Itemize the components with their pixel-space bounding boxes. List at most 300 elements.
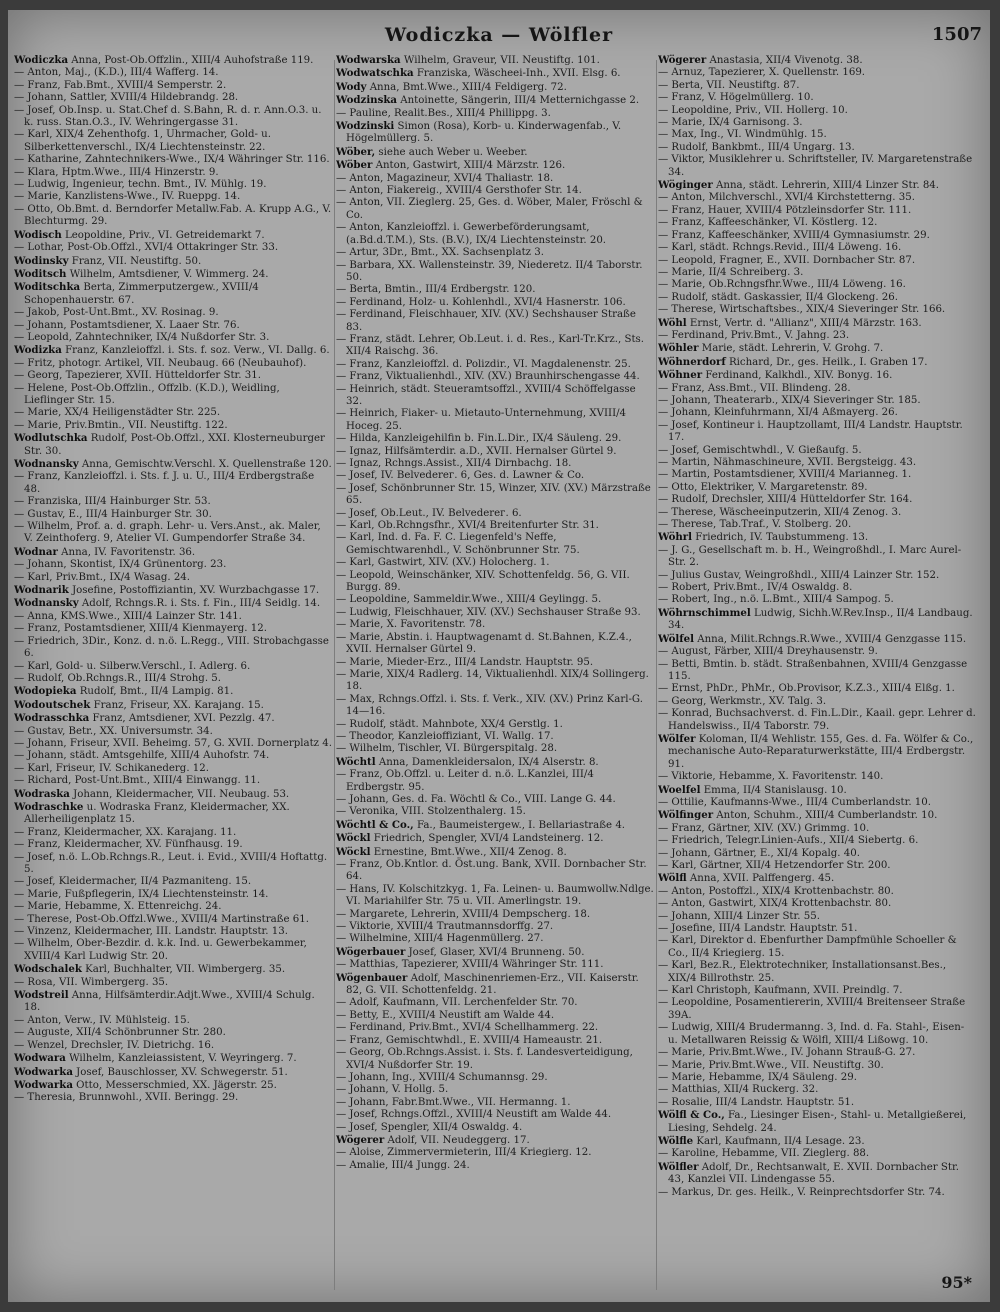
directory-entry <box>14 801 332 827</box>
directory-entry <box>14 1052 332 1065</box>
directory-entry <box>14 432 332 458</box>
entry-text: — Josef, Gemischtwhdl., V. Gießaufg. 5. <box>658 444 862 456</box>
entry-text: — Franziska, III/4 Hainburger Str. 53. <box>14 496 211 508</box>
entry-text: — Josefine, III/4 Landstr. Hauptstr. 51. <box>658 923 858 935</box>
entry-text: — Leopoldine, Posamentiererin, XVIII/4 Breitenseer Straße 39A. <box>658 997 966 1021</box>
entry-text: Anton, Schuhm., XIII/4 Cumberlandstr. 10. <box>713 810 938 822</box>
entry-text: — Friedrich, Telegr.Linien-Aufs., XII/4 Siebertg. 6. <box>658 835 919 847</box>
directory-entry <box>14 509 332 521</box>
entry-text: u. Wodraska Franz, Kleidermacher, XX. Allerheiligenplatz 15. <box>24 801 290 826</box>
entry-text: — Arnuz, Tapezierer, X. Quellenstr. 169. <box>658 67 866 79</box>
entry-text: — Berta, Bmtin., III/4 Erdbergstr. 120. <box>336 284 536 296</box>
entry-text: — Therese, Post-Ob.Offzl.Wwe., XVIII/4 Martinstraße 61. <box>14 913 309 925</box>
entry-text: — Rudolf, städt. Mahnbote, XX/4 Gerstlg. 1. <box>336 718 563 730</box>
entry-text: — Marie, XX/4 Heiligenstädter Str. 225. <box>14 407 221 419</box>
directory-entry <box>658 230 976 242</box>
entry-text: Marie, städt. Lehrerin, V. Grohg. 7. <box>698 343 884 355</box>
directory-entry <box>14 167 332 179</box>
directory-entry <box>336 81 654 94</box>
directory-entry <box>336 408 654 433</box>
entry-text: — Johann, Skontist, IX/4 Grünentorg. 23. <box>14 559 227 571</box>
directory-entry <box>14 154 332 166</box>
directory-entry <box>336 297 654 309</box>
signature-mark: 95* <box>941 1273 972 1292</box>
directory-entry <box>14 763 332 775</box>
directory-entry <box>658 54 976 67</box>
entry-text: Anna, städt. Lehrerin, XIII/4 Linzer Str. 84. <box>712 180 940 192</box>
entry-surname: Woelfel <box>658 783 701 796</box>
entry-text: — Hilda, Kanzleigehilfin b. Fin.L.Dir., IX/4 Säuleng. 29. <box>336 433 622 445</box>
directory-entry <box>658 369 976 382</box>
entry-text: — Otto, Elektriker, V. Margaretenstr. 89. <box>658 481 868 493</box>
directory-entry <box>14 839 332 851</box>
directory-entry <box>14 1066 332 1079</box>
entry-text: siehe auch Weber u. Weeber. <box>375 146 528 158</box>
entry-text: — Ernst, PhDr., PhMr., Ob.Provisor, K.Z.3., XIII/4 Elßg. 1. <box>658 683 955 695</box>
entry-text: — Viktor, Musiklehrer u. Schriftsteller, IV. Margaretenstraße 34. <box>658 154 973 178</box>
directory-entry <box>658 457 976 469</box>
directory-entry <box>336 594 654 606</box>
entry-text: — Leopold, Fragner, E., XVII. Dornbacher Str. 87. <box>658 254 916 266</box>
entry-text: Adolf, Rchngs.R. i. Sts. f. Fin., III/4 Seidlg. 14. <box>78 598 321 610</box>
directory-entry <box>658 570 976 582</box>
directory-entry <box>658 708 976 733</box>
entry-text: — Jakob, Post-Unt.Bmt., XV. Rosinag. 9. <box>14 307 219 319</box>
entry-text: Wilhelm, Kanzleiassistent, V. Weyringerg. 7. <box>65 1053 297 1065</box>
entry-text: — Fritz, photogr. Artikel, VII. Neubaug. 66 (Neubauhof). <box>14 357 307 369</box>
entry-text: — Veronika, VIII. Stolzenthalerg. 15. <box>336 806 526 818</box>
directory-entry <box>658 217 976 229</box>
entry-surname: Wöhrnschimmel <box>658 606 751 619</box>
entry-text: — Barbara, XX. Wallensteinstr. 39, Niederetz. II/4 Taborstr. 50. <box>336 259 643 283</box>
entry-text: Fa., Baumeistergew., I. Bellariastraße 4. <box>413 819 626 831</box>
directory-entry <box>14 458 332 471</box>
directory-entry <box>658 1047 976 1059</box>
entry-text: Wilhelm, Amtsdiener, V. Wimmerg. 24. <box>66 268 269 280</box>
directory-entry <box>658 886 976 898</box>
directory-entry <box>14 268 332 281</box>
entry-text: — Franz, Viktualienhdl., XIV. (XV.) Braunhirschengasse 44. <box>336 371 640 383</box>
directory-entry <box>14 471 332 496</box>
entry-text: — Rudolf, städt. Gaskassier, II/4 Glockeng. 26. <box>658 291 898 303</box>
entry-text: — Rosalie, III/4 Landstr. Hauptstr. 51. <box>658 1096 855 1108</box>
directory-entry <box>14 938 332 963</box>
entry-text: — Gustav, E., III/4 Hainburger Str. 30. <box>14 508 212 520</box>
directory-entry <box>14 661 332 673</box>
entry-surname: Wodwara <box>14 1052 66 1065</box>
entry-text: — Heinrich, städt. Steueramtsoffzl., XVIII/4 Schöffelgasse 32. <box>336 383 636 407</box>
directory-entry <box>336 260 654 285</box>
directory-entry <box>658 911 976 923</box>
directory-entry <box>658 683 976 695</box>
entry-text: Simon (Rosa), Korb- u. Kinderwagenfab., V. Högelmüllerg. 5. <box>346 121 622 145</box>
entry-text: Josef, Bauschlosser, XV. Schwegerstr. 51. <box>72 1066 288 1078</box>
entry-surname: Wodnansky <box>14 458 79 470</box>
page-header <box>8 24 990 54</box>
directory-entry <box>658 1109 976 1135</box>
entry-surname: Wodnarik <box>14 584 69 597</box>
entry-text: Berta, Zimmerputzergew., XVIII/4 Schopenhauerstr. 67. <box>24 282 259 306</box>
directory-entry <box>14 179 332 191</box>
entry-text: — Josef, Kleidermacher, II/4 Pazmaniteng. 15. <box>14 876 252 888</box>
directory-entry <box>336 309 654 334</box>
directory-entry <box>14 623 332 635</box>
directory-entry <box>14 281 332 307</box>
entry-text: — Therese, Wirtschaftsbes., XIX/4 Sieveringer Str. 166. <box>658 304 946 316</box>
entry-surname: Wodzinska <box>336 94 397 107</box>
directory-entry <box>658 696 976 708</box>
entry-surname: Wölfl <box>658 872 687 885</box>
entry-surname: Wögerer <box>658 54 707 66</box>
directory-entry <box>14 255 332 268</box>
entry-text: — Josef, Spengler, XII/4 Oswaldg. 4. <box>336 1121 523 1133</box>
directory-entry <box>658 92 976 104</box>
entry-surname: Wodwarska <box>336 54 401 66</box>
entry-surname: Wodwarka <box>14 1078 73 1091</box>
directory-entry <box>336 557 654 569</box>
entry-surname: Wöhner <box>658 369 703 382</box>
directory-entry <box>336 846 654 859</box>
directory-entry <box>336 719 654 731</box>
entry-text: — Margarete, Lehrerin, XVIII/4 Dempscherg. 18. <box>336 908 591 920</box>
directory-entry <box>336 946 654 959</box>
entry-text: — Leopoldine, Sammeldir.Wwe., XIII/4 Geylingg. 5. <box>336 594 602 606</box>
entry-text: — Max, Ing., VI. Windmühlg. 15. <box>658 129 827 141</box>
entry-text: — Josef, Ob.Leut., IV. Belvederег. 6. <box>336 507 522 519</box>
directory-entry <box>658 1084 976 1096</box>
entry-text: Anna, IV. Favoritenstr. 36. <box>57 546 196 558</box>
directory-entry <box>658 105 976 117</box>
directory-entry <box>14 242 332 254</box>
entry-text: — Karl Christoph, Kaufmann, XVII. Preindlg. 7. <box>658 985 903 997</box>
directory-entry <box>336 657 654 669</box>
directory-entry <box>14 852 332 877</box>
entry-surname: Wöckl <box>336 845 371 858</box>
entry-surname: Wölfinger <box>658 809 714 822</box>
directory-entry <box>336 284 654 296</box>
entry-text: — Ignaz, Rchngs.Assist., XII/4 Dirnbachg. 18. <box>336 458 572 469</box>
directory-entry <box>658 317 976 330</box>
directory-entry <box>658 154 976 179</box>
directory-entry <box>658 383 976 395</box>
entry-text: — Ludwig, XIII/4 Brudermanng. 3, Ind. d. Fa. Stahl-, Eisen- u. Metallwaren Reissig & Wölfl, XIII/4 Lißowg. 10. <box>658 1022 965 1046</box>
entry-text: — Rudolf, Bankbmt., III/4 Ungarg. 13. <box>658 141 855 153</box>
entry-text: — Marie, Abstin. i. Hauptwagenamt d. St.Bahnen, K.Z.4., XVII. Hernalser Gürtel 9. <box>336 631 632 656</box>
entry-surname: Wölfer <box>658 732 696 745</box>
entry-text: — Anton, Fiakereig., XVIII/4 Gersthofer Str. 14. <box>336 185 582 197</box>
columns <box>14 54 984 1294</box>
entry-text: — Berta, VII. Neustiftg. 87. <box>658 79 800 91</box>
entry-text: — Ludwig, Fleischhauer, XIV. (XV.) Sechshauser Straße 93. <box>336 606 641 618</box>
directory-entry <box>336 1147 654 1159</box>
entry-surname: Wöckl <box>336 832 371 845</box>
directory-entry <box>14 559 332 571</box>
entry-text: — Marie, Hebamme, X. Ettenreichg. 24. <box>14 901 222 913</box>
entry-text: Koloman, II/4 Wehlistr. 155, Ges. d. Fa. Wölfer & Co., mechanische Auto-Reparaturwerkstätte, III/4 Erdbergstr. 91. <box>668 733 974 770</box>
entry-text: — Ferdinand, Priv.Bmt., V. Jahng. 23. <box>658 329 850 341</box>
entry-surname: Woditsch <box>14 267 67 280</box>
directory-entry <box>336 520 654 532</box>
entry-text: — Martin, Postamtsdiener, XVIII/4 Marianneg. 1. <box>658 469 912 481</box>
entry-text: — Franz, Hauer, XVIII/4 Pötzleinsdorfer Str. 111. <box>658 204 912 216</box>
entry-text: — Vinzenz, Kleidermacher, III. Landstr. Hauptstr. 13. <box>14 926 288 938</box>
directory-entry <box>658 255 976 267</box>
entry-text: Anna, Gemischtw.Verschl. X. Quellenstraße 120. <box>78 459 332 470</box>
directory-entry <box>658 420 976 445</box>
directory-entry <box>336 794 654 806</box>
entry-text: Josef, Glaser, XVI/4 Brunneng. 50. <box>405 946 585 958</box>
entry-surname: Wodnar <box>14 545 58 558</box>
entry-text: — Amalie, III/4 Jungg. 24. <box>336 1159 470 1171</box>
entry-text: Anastasia, XII/4 Vivenotg. 38. <box>706 55 863 66</box>
entry-surname: Wodnansky <box>14 597 79 610</box>
entry-text: — Anton, Milchverschl., XVI/4 Kirchstetterng. 35. <box>658 192 915 204</box>
directory-entry <box>336 470 654 482</box>
directory-entry <box>14 546 332 559</box>
directory-entry <box>14 1040 332 1052</box>
entry-text: — Karl, Gold- u. Silberw.Verschl., I. Adlerg. 6. <box>14 660 251 672</box>
directory-entry <box>658 142 976 154</box>
entry-text: Franz, VII. Neustiftg. 50. <box>68 255 202 267</box>
directory-entry <box>336 173 654 185</box>
directory-entry <box>336 1097 654 1109</box>
directory-entry <box>658 923 976 935</box>
entry-text: — August, Färber, XIII/4 Dreyhausenstr. 9. <box>658 646 878 658</box>
entry-text: — Marie, IX/4 Garnisong. 3. <box>658 117 803 129</box>
entry-text: Friedrich, Spengler, XVI/4 Landsteinerg. 12. <box>370 833 604 845</box>
directory-entry <box>336 1035 654 1047</box>
directory-entry <box>14 726 332 738</box>
directory-entry <box>336 909 654 921</box>
entry-text: — Marie, XIX/4 Radlerg. 14, Viktualienhdl. XIX/4 Sollingerg. 18. <box>336 668 649 693</box>
entry-surname: Wöhnerdorf <box>658 355 726 368</box>
entry-text: — Josef, IV. Belvederег. 6, Ges. d. Lawner & Co. <box>336 470 585 482</box>
entry-text: — Leopoldine, Priv., VII. Hollerg. 10. <box>658 104 848 116</box>
directory-entry <box>14 105 332 130</box>
directory-entry <box>14 901 332 913</box>
entry-text: — Pauline, Realit.Bes., XIII/4 Phillippg. 3. <box>336 107 551 119</box>
entry-text: — Gustav, Betr., XX. Universumstr. 34. <box>14 725 213 737</box>
directory-entry <box>14 54 332 67</box>
entry-text: — Artur, 3Dr., Bmt., XX. Sachsenplatz 3. <box>336 247 544 259</box>
entry-text: — Ignaz, Hilfsämterdir. a.D., XVII. Hernalser Gürtel 9. <box>336 445 617 457</box>
entry-surname: Wöhrl <box>658 531 693 544</box>
entry-text: — Ferdinand, Fleischhauer, XIV. (XV.) Sechshauser Straße 83. <box>336 309 636 333</box>
directory-entry <box>658 531 976 544</box>
entry-surname: Wöchtl <box>336 755 376 768</box>
entry-surname: Wodinsky <box>14 254 69 267</box>
entry-text: — Therese, Wäscheeinputzerin, XII/4 Zenog. 3. <box>658 506 902 518</box>
entry-surname: Wodizka <box>14 344 62 357</box>
directory-entry <box>336 1134 654 1147</box>
entry-text: — Josef, Kontineur i. Hauptzollamt, III/4 Landstr. Hauptstr. 17. <box>658 419 963 444</box>
directory-entry <box>658 1135 976 1148</box>
entry-surname: Wögenbauer <box>336 971 408 984</box>
directory-entry <box>658 1148 976 1160</box>
entry-surname: Wodraska <box>14 787 70 800</box>
directory-entry <box>658 1161 976 1187</box>
entry-text: — Franz, Postamtsdiener, XIII/4 Kienmayerg. 12. <box>14 623 267 635</box>
entry-text: — Johann, Fabr.Bmt.Wwe., VII. Hermanng. 1. <box>336 1096 571 1108</box>
entry-text: — Otto, Ob.Bmt. d. Berndorfer Metallw.Fab. A. Krupp A.G., V. Blechturmg. 29. <box>14 203 332 228</box>
entry-text: — Marie, Ob.Rchngsfhr.Wwe., III/4 Löweng. 16. <box>658 279 906 291</box>
entry-surname: Wodschalek <box>14 963 82 976</box>
entry-surname: Wodwarka <box>14 1065 73 1078</box>
directory-entry <box>658 395 976 407</box>
entry-text: — Viktorie, Hebamme, X. Favoritenstr. 140. <box>658 771 884 783</box>
entry-text: — Marie, X. Favoritenstr. 78. <box>336 619 486 631</box>
column-left <box>14 54 332 1294</box>
directory-entry <box>14 496 332 508</box>
directory-entry <box>658 860 976 872</box>
entry-text: — Marie, Mieder-Erz., III/4 Landstr. Hauptstr. 95. <box>336 656 594 668</box>
directory-entry <box>336 108 654 120</box>
entry-text: — Matthias, XII/4 Ruckerg. 32. <box>658 1084 819 1096</box>
directory-entry <box>336 997 654 1009</box>
directory-entry <box>14 80 332 92</box>
directory-entry <box>336 859 654 884</box>
entry-surname: Wöginger <box>658 179 713 192</box>
entry-text: — Marie, II/4 Schreiberg. 3. <box>658 266 804 278</box>
entry-text: — Theodor, Kanzleioffiziant, VI. Wallg. 17. <box>336 730 554 742</box>
directory-entry <box>14 989 332 1015</box>
directory-entry <box>14 788 332 801</box>
entry-text: — Martin, Nähmaschineure, XVII. Bergsteigg. 43. <box>658 457 917 468</box>
directory-entry <box>336 1072 654 1084</box>
entry-text: — Rudolf, Drechsler, XIII/4 Hütteldorfer Str. 164. <box>658 494 913 506</box>
directory-entry <box>14 407 332 419</box>
directory-entry <box>336 446 654 458</box>
entry-text: — Auguste, XII/4 Schönbrunner Str. 280. <box>14 1027 226 1039</box>
directory-entry <box>336 334 654 359</box>
entry-text: — Katharine, Zahntechnikers-Wwe., IX/4 Währinger Str. 116. <box>14 154 330 166</box>
directory-entry <box>336 832 654 845</box>
column-middle <box>336 54 654 1294</box>
directory-entry <box>658 771 976 783</box>
entry-text: — Therese, Tab.Traf., V. Stolberg. 20. <box>658 519 852 531</box>
directory-entry <box>336 1047 654 1072</box>
directory-entry <box>658 582 976 594</box>
directory-entry <box>336 146 654 159</box>
directory-entry <box>14 1079 332 1092</box>
entry-text: — Robert, Priv.Bmt., IV/4 Oswaldg. 8. <box>658 582 853 594</box>
entry-text: — Anton, Magazineur, XVI/4 Thaliastr. 18. <box>336 172 554 184</box>
entry-surname: Wodisch <box>14 228 62 241</box>
directory-entry <box>658 594 976 606</box>
directory-entry <box>658 646 976 658</box>
directory-entry <box>336 359 654 371</box>
entry-text: — Hans, IV. Kolschitzkyg. 1, Fa. Leinen- u. Baumwollw.Ndlge. VI. Mariahilfer Str. 75 u. VII. Amerlingstr. 19. <box>336 883 654 908</box>
entry-text: — Friedrich, 3Dir., Konz. d. n.ö. L.Regg., VIII. Strobachgasse 6. <box>14 635 329 660</box>
entry-text: Fa., Liesinger Eisen-, Stahl- u. Metallgießerei, Liesing, Sehdelg. 24. <box>668 1110 967 1134</box>
entry-text: Anna, XVII. Palffengerg. 45. <box>686 873 835 885</box>
directory-entry <box>658 997 976 1022</box>
entry-text: — Josef, Rchngs.Offzl., XVIII/4 Neustift am Walde 44. <box>336 1109 612 1121</box>
entry-text: — Johann, Sattler, XVIII/4 Hildebrandg. 28. <box>14 92 239 104</box>
directory-entry <box>336 619 654 631</box>
directory-entry <box>336 483 654 508</box>
directory-entry <box>658 292 976 304</box>
directory-entry <box>336 247 654 259</box>
directory-entry <box>14 383 332 408</box>
entry-text: — Theresia, Brunnwohl., XVII. Beringg. 29. <box>14 1092 239 1104</box>
entry-surname: Wögerbauer <box>336 945 406 958</box>
entry-text: Franziska, Wäscheei-Inh., XVII. Elsg. 6. <box>413 68 621 80</box>
entry-text: Karl, Kaufmann, II/4 Lesage. 23. <box>693 1135 865 1147</box>
directory-entry <box>14 584 332 597</box>
entry-text: — Marie, Priv.Bmtin., VII. Neustiftg. 122. <box>14 419 228 431</box>
entry-text: — Johann, V. Hollg. 5. <box>336 1084 449 1096</box>
entry-text: — Johann, Postamtsdiener, X. Laaer Str. 76. <box>14 319 240 331</box>
directory-entry <box>658 935 976 960</box>
entry-text: — Konrad, Buchsachverst. d. Fin.L.Dir., Kaail. gepr. Lehrer d. Handelswiss., II/4 Taborstr. 79. <box>658 708 976 732</box>
directory-entry <box>14 572 332 584</box>
entry-text: — Marie, Hebamme, IX/4 Säuleng. 29. <box>658 1071 857 1083</box>
directory-entry <box>658 279 976 291</box>
directory-entry <box>14 67 332 79</box>
entry-text: — Karl, Ind. d. Fa. F. C. Liegenfeld's Neffe, Gemischtwarenhdl., V. Schönbrunner Str. 75. <box>336 532 580 556</box>
directory-entry <box>14 673 332 685</box>
entry-text: Anton, Gastwirt, XIII/4 Märzstr. 126. <box>372 160 566 172</box>
directory-entry <box>336 1160 654 1172</box>
directory-entry <box>658 519 976 531</box>
directory-entry <box>658 67 976 79</box>
directory-entry <box>14 977 332 989</box>
entry-surname: Wöhler <box>658 342 699 355</box>
directory-entry <box>336 67 654 80</box>
directory-entry <box>14 191 332 203</box>
entry-text: — Anton, Maj., (K.D.), III/4 Wafferg. 14. <box>14 67 219 79</box>
directory-entry <box>14 685 332 698</box>
entry-surname: Wodrasschka <box>14 712 90 725</box>
directory-entry <box>658 330 976 342</box>
directory-entry <box>336 769 654 794</box>
entry-text: Anna, Milit.Rchngs.R.Wwe., XVIII/4 Genzgasse 115. <box>694 633 967 645</box>
directory-entry <box>336 54 654 67</box>
directory-entry <box>336 508 654 520</box>
entry-text: — Marie, Priv.Bmt.Wwe., IV. Johann Strauß-G. 27. <box>658 1047 916 1059</box>
entry-text: — Franz, Fab.Bmt., XVIII/4 Semperstr. 2. <box>14 79 227 91</box>
directory-entry <box>14 597 332 610</box>
directory-entry <box>14 914 332 926</box>
directory-entry <box>336 632 654 657</box>
directory-entry <box>14 712 332 725</box>
directory-entry <box>336 731 654 743</box>
directory-entry <box>14 889 332 901</box>
entry-text: Antoinette, Sängerin, III/4 Metternichgasse 2. <box>397 95 640 107</box>
directory-entry <box>336 1122 654 1134</box>
entry-text: — Karl, städt. Rchngs.Revid., III/4 Löweng. 16. <box>658 242 902 254</box>
page-number: 1507 <box>931 24 982 45</box>
directory-entry <box>658 809 976 822</box>
entry-text: — Georg, Ob.Rchngs.Assist. i. Sts. f. Landesverteidigung, XVI/4 Nußdorfer Str. 19. <box>336 1047 633 1071</box>
directory-entry <box>336 197 654 222</box>
directory-entry <box>14 1092 332 1104</box>
directory-entry <box>336 884 654 909</box>
directory-entry <box>14 229 332 242</box>
entry-text: Rudolf, Post-Ob.Offzl., XXI. Klosterneuburger Str. 30. <box>24 433 325 457</box>
directory-entry <box>14 129 332 154</box>
entry-text: Rudolf, Bmt., II/4 Lampig. 81. <box>76 686 234 698</box>
entry-text: — Rosa, VII. Wimbergerg. 35. <box>14 976 169 988</box>
entry-text: — Johann, städt. Amtsgehilfe, XIII/4 Auhofstr. 74. <box>14 750 270 762</box>
directory-entry <box>14 827 332 839</box>
entry-text: — Johann, Friseur, XVII. Beheimg. 57, G. XVII. Dornerplatz 4. <box>14 737 332 749</box>
entry-text: — Klara, Hptm.Wwe., III/4 Hinzerstr. 9. <box>14 166 219 178</box>
directory-entry <box>658 898 976 910</box>
entry-surname: Wodzinski <box>336 120 395 133</box>
directory-entry <box>14 92 332 104</box>
